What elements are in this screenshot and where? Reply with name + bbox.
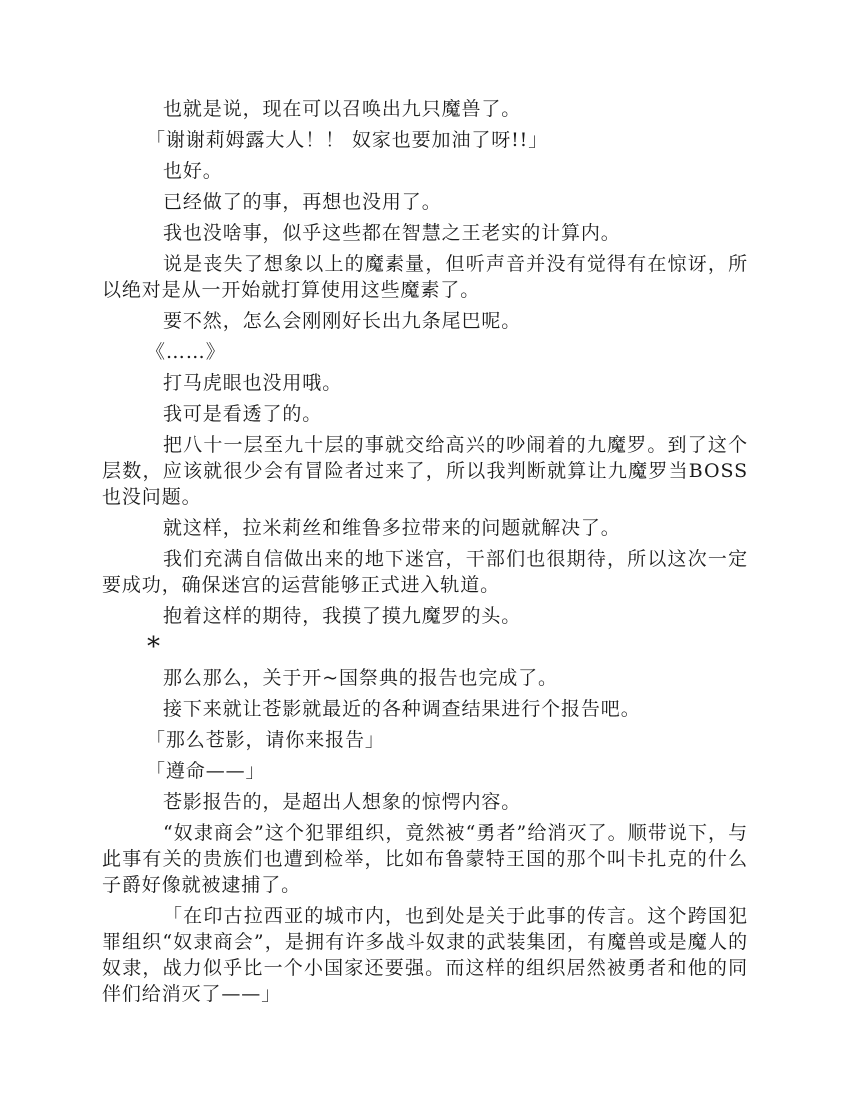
- paragraph: 把八十一层至九十层的事就交给高兴的吵闹着的九魔罗。到了这个层数，应该就很少会有冒险者过来了，所以我判断就算让九魔罗当BOSS也没问题。: [102, 434, 748, 508]
- dialogue-line: 「遵命——」: [146, 760, 266, 782]
- paragraph: 也好。: [163, 160, 223, 182]
- paragraph: 抱着这样的期待，我摸了摸九魔罗的头。: [163, 605, 522, 627]
- dialogue-line: 「那么苍影，请你来报告」: [146, 729, 385, 751]
- section-break-star: *: [147, 632, 160, 662]
- paragraph: 那么那么，关于开~国祭典的报告也完成了。: [163, 667, 558, 689]
- paragraph: 要不然，怎么会刚刚好长出九条尾巴呢。: [163, 310, 522, 332]
- dialogue-line: 「谢谢莉姆露大人！！ 奴家也要加油了呀!!」: [146, 129, 549, 151]
- paragraph: 说是丧失了想象以上的魔素量，但听声音并没有觉得有在惊讶，所以绝对是从一开始就打算使用这些魔素了。: [102, 253, 748, 301]
- paragraph: 就这样，拉米莉丝和维鲁多拉带来的问题就解决了。: [163, 517, 621, 539]
- paragraph: 「在印古拉西亚的城市内，也到处是关于此事的传言。这个跨国犯罪组织“奴隶商会”，是拥有许多战斗奴隶的武装集团，有魔兽或是魔人的奴隶，战力似乎比一个小国家还要强。而这样的组织居然被勇者和他的同伴们给消灭了——」: [102, 905, 748, 1005]
- paragraph: “奴隶商会”这个犯罪组织，竟然被“勇者”给消灭了。顺带说下，与此事有关的贵族们也遭到检举，比如布鲁蒙特王国的那个叫卡扎克的什么子爵好像就被逮捕了。: [102, 822, 748, 896]
- paragraph: 我们充满自信做出来的地下迷宫，干部们也很期待，所以这次一定要成功，确保迷宫的运营能够正式进入轨道。: [102, 548, 748, 596]
- paragraph: 接下来就让苍影就最近的各种调查结果进行个报告吧。: [163, 698, 641, 720]
- paragraph: 苍影报告的，是超出人想象的惊愕内容。: [163, 791, 522, 813]
- paragraph: 已经做了的事，再想也没用了。: [163, 191, 442, 213]
- document-page: [102, 96, 748, 1012]
- dialogue-line: 《……》: [146, 341, 226, 363]
- paragraph: 也就是说，现在可以召唤出九只魔兽了。: [163, 98, 522, 120]
- paragraph: 打马虎眼也没用哦。: [163, 372, 343, 394]
- paragraph: 我也没啥事，似乎这些都在智慧之王老实的计算内。: [163, 222, 621, 244]
- paragraph: 我可是看透了的。: [163, 403, 323, 425]
